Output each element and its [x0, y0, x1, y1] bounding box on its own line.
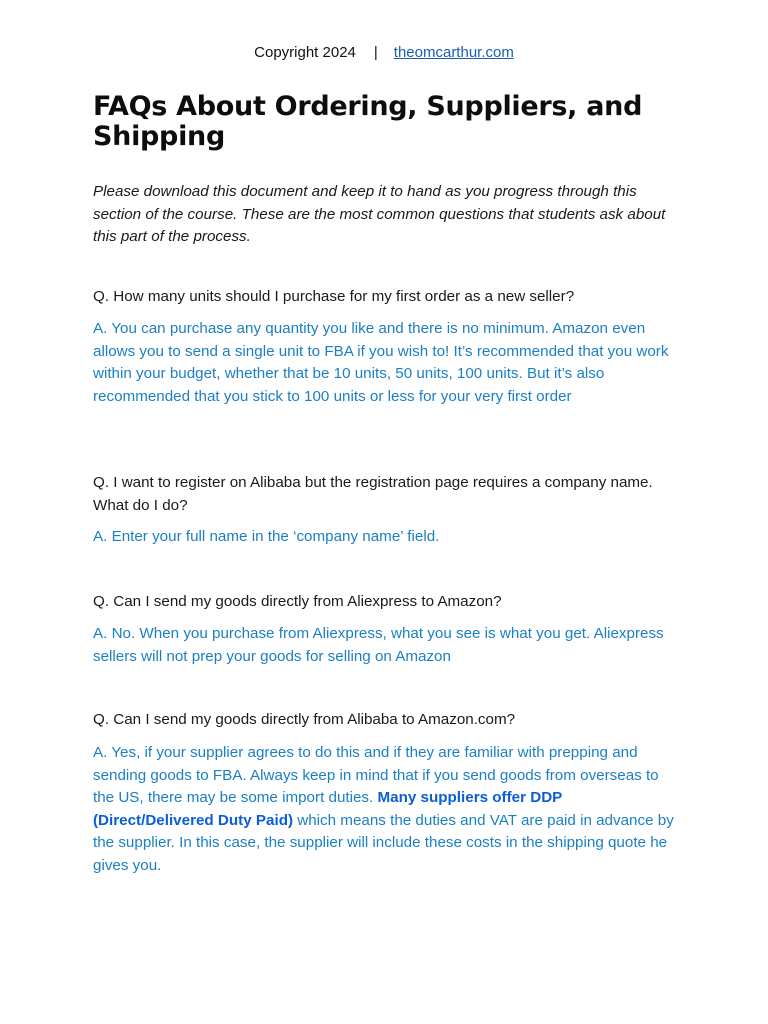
copyright-text: Copyright 2024 — [254, 44, 356, 61]
faq-answer-4-highlight: Many suppliers offer DDP (Direct/Delivered Duty Paid) — [93, 789, 563, 829]
faq-question-3: Q. Can I send my goods directly from Aliexpress to Amazon? — [93, 593, 502, 610]
faq-question-1: Q. How many units should I purchase for my first order as a new seller? — [93, 288, 575, 305]
faq-answer-1: A. You can purchase any quantity you like and there is no minimum. Amazon even allows you to send a single unit to FBA if you wish to! It’s recommended that you work within your budget, whether that be 10 units, 50 units, 100 units. But it’s also recommended that you stick to 100 units or less for your very first order — [93, 320, 669, 405]
faq-question-2: Q. I want to register on Alibaba but the registration page requires a company name. What do I do? — [93, 474, 653, 514]
intro-paragraph: Please download this document and keep it to hand as you progress through this section of the course. These are the most common questions that students ask about this part of the process. — [93, 183, 666, 245]
faq-question-4: Q. Can I send my goods directly from Alibaba to Amazon.com? — [93, 711, 516, 728]
faq-answer-4 — [93, 742, 683, 877]
page-header — [0, 43, 768, 63]
faq-answer-2: A. Enter your full name in the ‘company name’ field. — [93, 528, 440, 545]
faq-answer-4-part1: A. Yes, if your supplier agrees to do this and if they are familiar with prepping and sending goods to FBA. Always keep in mind that if you send goods from overseas to the US, there may be some import duties. — [93, 744, 659, 806]
header-separator: | — [373, 44, 378, 61]
page-title: FAQs About Ordering, Suppliers, and Shipping — [93, 91, 643, 152]
website-link[interactable]: theomcarthur.com — [393, 44, 514, 61]
faq-answer-4-part2: which means the duties and VAT are paid in advance by the supplier. In this case, the supplier will include these costs in the shipping quote he gives you. — [93, 811, 674, 874]
faq-answer-3: A. No. When you purchase from Aliexpress, what you see is what you get. Aliexpress sellers will not prep your goods for selling on Amazon — [93, 625, 664, 665]
